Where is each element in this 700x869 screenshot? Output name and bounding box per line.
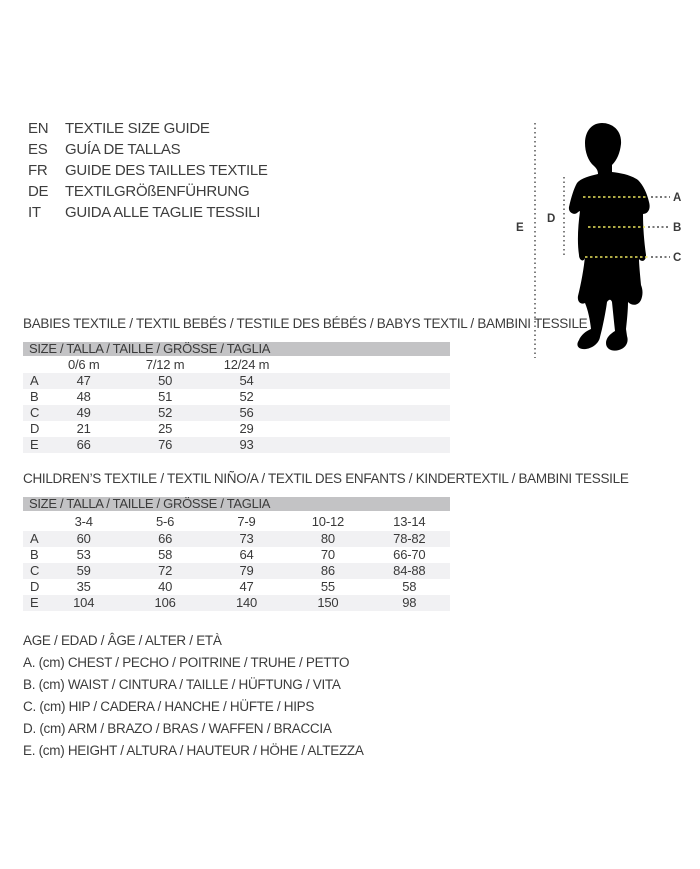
- measurement-legend: [23, 630, 364, 762]
- child-measurement-figure: [500, 110, 690, 370]
- table-cell: [369, 373, 450, 389]
- table-row: [23, 437, 450, 453]
- table-cell: 58: [158, 547, 173, 562]
- table-cell: 35: [76, 579, 91, 594]
- table-cell: 66: [76, 437, 91, 452]
- label-chest-a: A: [673, 192, 682, 204]
- row-label: A: [30, 531, 39, 546]
- children-table: [23, 511, 450, 611]
- column-header: 7/12 m: [145, 357, 185, 372]
- children-size-header-bar: SIZE / TALLA / TAILLE / GRÖSSE / TAGLIA: [23, 497, 450, 511]
- table-cell: [23, 356, 43, 373]
- table-row: [23, 563, 450, 579]
- table-cell: [287, 356, 368, 373]
- table-row: [23, 595, 450, 611]
- table-cell: 60: [76, 531, 91, 546]
- table-cell: 51: [158, 389, 173, 404]
- table-cell: 59: [76, 563, 91, 578]
- table-cell: [23, 511, 43, 531]
- table-cell: 25: [158, 421, 173, 436]
- language-row: [28, 139, 268, 160]
- language-title: TEXTILGRÖßENFÜHRUNG: [65, 183, 250, 200]
- table-cell: 21: [76, 421, 91, 436]
- language-row: [28, 160, 268, 181]
- language-code: EN: [28, 120, 49, 137]
- row-label: A: [30, 373, 39, 388]
- row-label: E: [30, 437, 39, 452]
- table-row: [23, 531, 450, 547]
- column-header: 7-9: [237, 514, 256, 529]
- children-table-title: CHILDREN’S TEXTILE / TEXTIL NIÑO/A / TEXTIL DES ENFANTS / KINDERTEXTIL / BAMBINI TESSILE: [23, 471, 629, 486]
- table-cell: 52: [158, 405, 173, 420]
- table-row: [23, 389, 450, 405]
- table-cell: 86: [320, 563, 335, 578]
- table-cell: 66-70: [393, 547, 426, 562]
- column-header: 3-4: [74, 514, 93, 529]
- legend-line-chest: A. (cm) CHEST / PECHO / POITRINE / TRUHE / PETTO: [23, 655, 350, 670]
- table-cell: 80: [320, 531, 335, 546]
- table-cell: 98: [402, 595, 417, 610]
- table-row: [23, 405, 450, 421]
- row-label: C: [30, 563, 40, 578]
- legend-line-hip: C. (cm) HIP / CADERA / HANCHE / HÜFTE / HIPS: [23, 699, 315, 714]
- table-cell: 76: [158, 437, 173, 452]
- legend-line-height: E. (cm) HEIGHT / ALTURA / HAUTEUR / HÖHE / ALTEZZA: [23, 743, 364, 758]
- table-cell: [369, 421, 450, 437]
- table-cell: 106: [154, 595, 176, 610]
- babies-table: [23, 356, 450, 453]
- table-cell: 140: [235, 595, 258, 610]
- label-waist-b: B: [673, 222, 682, 234]
- table-row: [23, 373, 450, 389]
- legend-line-arm: D. (cm) ARM / BRAZO / BRAS / WAFFEN / BRACCIA: [23, 721, 332, 736]
- table-cell: 50: [158, 373, 173, 388]
- table-cell: [287, 373, 368, 389]
- babies-column-header-row: [23, 356, 450, 373]
- table-cell: 84-88: [393, 563, 426, 578]
- legend-line-waist: B. (cm) WAIST / CINTURA / TAILLE / HÜFTUNG / VITA: [23, 677, 341, 692]
- table-row: [23, 421, 450, 437]
- table-cell: 29: [239, 421, 254, 436]
- table-cell: 73: [239, 531, 254, 546]
- table-cell: [369, 356, 450, 373]
- label-arm-d: D: [547, 213, 556, 225]
- table-cell: [369, 437, 450, 453]
- row-label: C: [30, 405, 40, 420]
- table-cell: 72: [158, 563, 173, 578]
- table-cell: 48: [76, 389, 91, 404]
- table-cell: 150: [317, 595, 339, 610]
- label-height-e: E: [516, 222, 524, 234]
- table-cell: 104: [73, 595, 95, 610]
- language-row: [28, 118, 268, 139]
- table-cell: 47: [76, 373, 91, 388]
- row-label: D: [30, 579, 40, 594]
- table-cell: 52: [239, 389, 254, 404]
- table-cell: 55: [320, 579, 335, 594]
- row-label: B: [30, 547, 39, 562]
- table-cell: [369, 405, 450, 421]
- column-header: 10-12: [311, 514, 345, 529]
- row-label: D: [30, 421, 40, 436]
- table-cell: 56: [239, 405, 254, 420]
- table-cell: 58: [402, 579, 417, 594]
- row-label: B: [30, 389, 39, 404]
- column-header: 13-14: [393, 514, 426, 529]
- children-column-header-row: [23, 511, 450, 531]
- table-cell: 64: [239, 547, 254, 562]
- table-cell: 79: [239, 563, 254, 578]
- language-code: IT: [28, 204, 41, 221]
- column-header: 0/6 m: [67, 357, 100, 372]
- language-code: DE: [28, 183, 49, 200]
- language-code: ES: [28, 141, 48, 158]
- table-cell: [369, 389, 450, 405]
- column-header: 12/24 m: [223, 357, 270, 372]
- child-silhouette-icon: [500, 110, 690, 370]
- table-row: [23, 579, 450, 595]
- language-title: GUÍA DE TALLAS: [65, 141, 181, 158]
- language-list: [28, 118, 268, 223]
- table-cell: [287, 405, 368, 421]
- table-cell: 54: [239, 373, 254, 388]
- label-hip-c: C: [673, 252, 682, 264]
- language-title: GUIDA ALLE TAGLIE TESSILI: [65, 204, 261, 221]
- language-row: [28, 202, 268, 223]
- language-row: [28, 181, 268, 202]
- table-cell: 40: [158, 579, 173, 594]
- column-header: 5-6: [155, 514, 175, 529]
- language-title: GUIDE DES TAILLES TEXTILE: [65, 162, 268, 179]
- table-cell: [287, 421, 368, 437]
- table-cell: 70: [320, 547, 335, 562]
- table-row: [23, 547, 450, 563]
- table-cell: 49: [76, 405, 91, 420]
- legend-line-age: AGE / EDAD / ÂGE / ALTER / ETÀ: [23, 633, 222, 648]
- table-cell: 53: [76, 547, 91, 562]
- babies-table-title: BABIES TEXTILE / TEXTIL BEBÉS / TESTILE DES BÉBÉS / BABYS TEXTIL / BAMBINI TESSILE: [23, 316, 588, 331]
- language-title: TEXTILE SIZE GUIDE: [65, 120, 210, 137]
- table-cell: [287, 389, 368, 405]
- language-code: FR: [28, 162, 48, 179]
- babies-size-header-bar: SIZE / TALLA / TAILLE / GRÖSSE / TAGLIA: [23, 342, 450, 356]
- table-cell: [287, 437, 368, 453]
- table-cell: 78-82: [393, 531, 426, 546]
- table-cell: 93: [239, 437, 254, 452]
- table-cell: 66: [158, 531, 173, 546]
- table-cell: 47: [239, 579, 254, 594]
- row-label: E: [30, 595, 39, 610]
